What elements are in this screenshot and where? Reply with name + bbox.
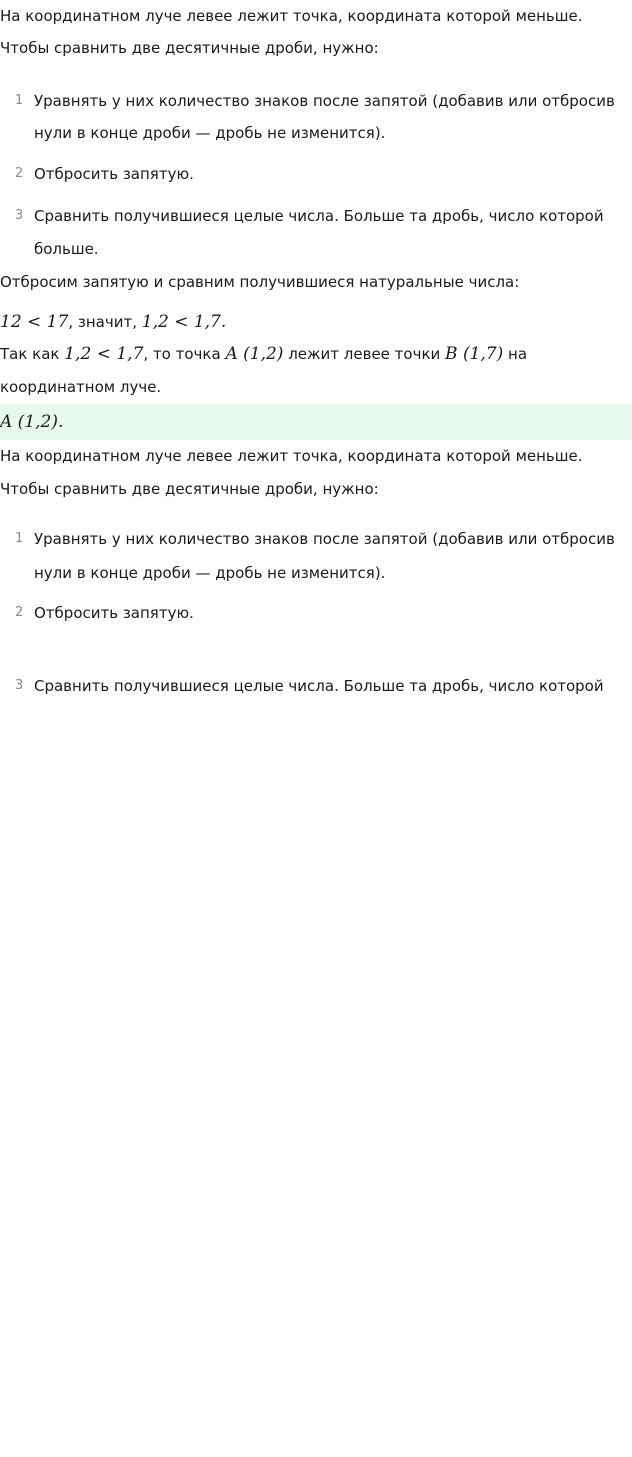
compare-intro: Чтобы сравнить две десятичные дроби, нужно: <box>0 39 379 57</box>
step-2: Отбросить запятую. <box>34 165 194 183</box>
rule-text: На координатном луче левее лежит точка, координата которой меньше. <box>0 7 583 25</box>
compare-intro: Чтобы сравнить две десятичные дроби, нужно: <box>0 480 379 498</box>
answer: A (1,2). <box>0 412 64 432</box>
point-a: A (1,2) <box>225 344 284 364</box>
means-word: , значит, <box>68 313 137 331</box>
decimal-inequality: 1,2 < 1,7. <box>141 312 227 332</box>
step-number: 3 <box>15 208 24 223</box>
step-1-line-1: Уравнять у них количество знаков после запятой (добавив или отбросив <box>34 92 615 110</box>
step-number: 2 <box>15 605 24 620</box>
step-1-line-1: Уравнять у них количество знаков после запятой (добавив или отбросив <box>34 530 615 548</box>
step-number: 3 <box>15 678 24 693</box>
step-3-line-1: Сравнить получившиеся целые числа. Больше та дробь, число которой <box>34 207 604 225</box>
step-number: 1 <box>15 531 24 546</box>
step-1-line-2: нули в конце дроби — дробь не изменится). <box>34 124 386 142</box>
rule-text: На координатном луче левее лежит точка, координата которой меньше. <box>0 447 583 465</box>
step-number: 1 <box>15 93 24 108</box>
ray-text: координатном луче. <box>0 378 162 396</box>
point-b: B (1,7) <box>445 344 504 364</box>
drop-comma-text: Отбросим запятую и сравним получившиеся натуральные числа: <box>0 273 520 291</box>
step-1-line-2: нули в конце дроби — дробь не изменится). <box>34 564 386 582</box>
step-3-line-1: Сравнить получившиеся целые числа. Больше та дробь, число которой <box>34 677 604 695</box>
step-3-line-2: больше. <box>34 240 99 258</box>
conclusion-line: Так как 1,2 < 1,7, то точка A (1,2) лежит левее точки B (1,7) на <box>0 344 528 364</box>
integer-inequality: 12 < 17 <box>0 312 69 332</box>
step-number: 2 <box>15 166 24 181</box>
comparison-line <box>0 312 226 332</box>
answer-box <box>0 404 632 440</box>
step-2: Отбросить запятую. <box>34 604 194 622</box>
